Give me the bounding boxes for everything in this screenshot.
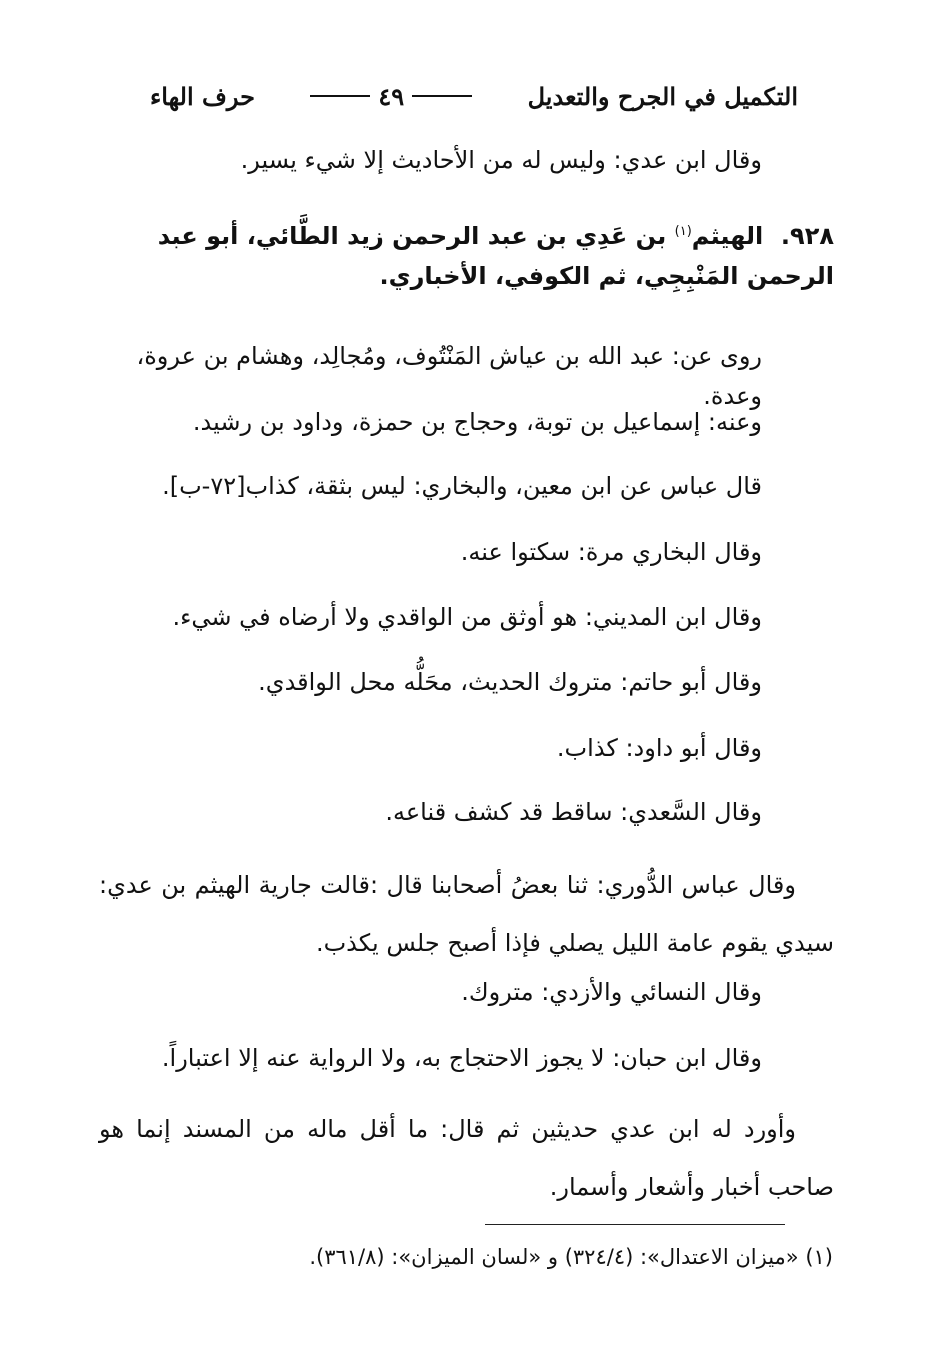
header-page-number-group <box>302 82 480 111</box>
entry-name: الهيثم <box>691 222 764 250</box>
paragraph: وقال ابن حبان: لا يجوز الاحتجاج به، ولا الرواية عنه إلا اعتباراً. <box>161 1044 762 1072</box>
header-dash <box>412 95 472 97</box>
footnote-reference: (١) <box>674 224 692 239</box>
paragraph: وقال أبو داود: كذاب. <box>556 734 762 762</box>
footnote-separator <box>485 1224 785 1225</box>
page-number: ٤٩ <box>378 81 405 111</box>
paragraph: وقال السَّعدي: ساقط قد كشف قناعه. <box>385 798 762 826</box>
entry-number: ٩٢٨. <box>780 222 834 250</box>
paragraph: وقال البخاري مرة: سكتوا عنه. <box>460 538 762 566</box>
paragraph: وقال ابن عدي: وليس له من الأحاديث إلا شيء يسير. <box>240 146 762 174</box>
paragraph: وعنه: إسماعيل بن توبة، وحجاج بن حمزة، وداود بن رشيد. <box>192 408 762 436</box>
paragraph: وقال أبو حاتم: متروك الحديث، محَلُّه محل الواقدي. <box>258 668 762 696</box>
paragraph: روى عن: عبد الله بن عياش المَنْتُوف، ومُجالِد، وهشام بن عروة، وعدة. <box>136 342 762 410</box>
paragraph: وقال عباس الدُّوري: ثنا بعضُ أصحابنا قال :قالت جارية الهيثم بن عدي: سيدي يقوم عامة الليل يصلي فإذا أصبح جلس يكذب. <box>99 871 834 957</box>
paragraph: وأورد له ابن عدي حديثين ثم قال: ما أقل ماله من المسند إنما هو صاحب أخبار وأشعار وأسمار. <box>99 1115 834 1201</box>
paragraph: قال عباس عن ابن معين، والبخاري: ليس بثقة، كذاب[٧٢-ب]. <box>162 472 762 500</box>
footnote: (١) «ميزان الاعتدال»: (٣٢٤/٤) و «لسان الميزان»: (٣٦١/٨). <box>309 1245 833 1269</box>
section-title: حرف الهاء <box>150 81 255 111</box>
header-dash <box>310 95 370 97</box>
entry-description: بن عَدِي بن عبد الرحمن زيد الطَّائي، أبو عبد الرحمن المَنْبِجِي، ثم الكوفي، الأخباري. <box>157 222 834 290</box>
book-title: التكميل في الجرح والتعديل <box>527 81 798 111</box>
paragraph: وقال ابن المديني: هو أوثق من الواقدي ولا أرضاه في شيء. <box>172 603 762 631</box>
paragraph: وقال النسائي والأزدي: متروك. <box>461 978 762 1006</box>
running-header <box>150 74 798 118</box>
entry-heading <box>99 212 834 296</box>
